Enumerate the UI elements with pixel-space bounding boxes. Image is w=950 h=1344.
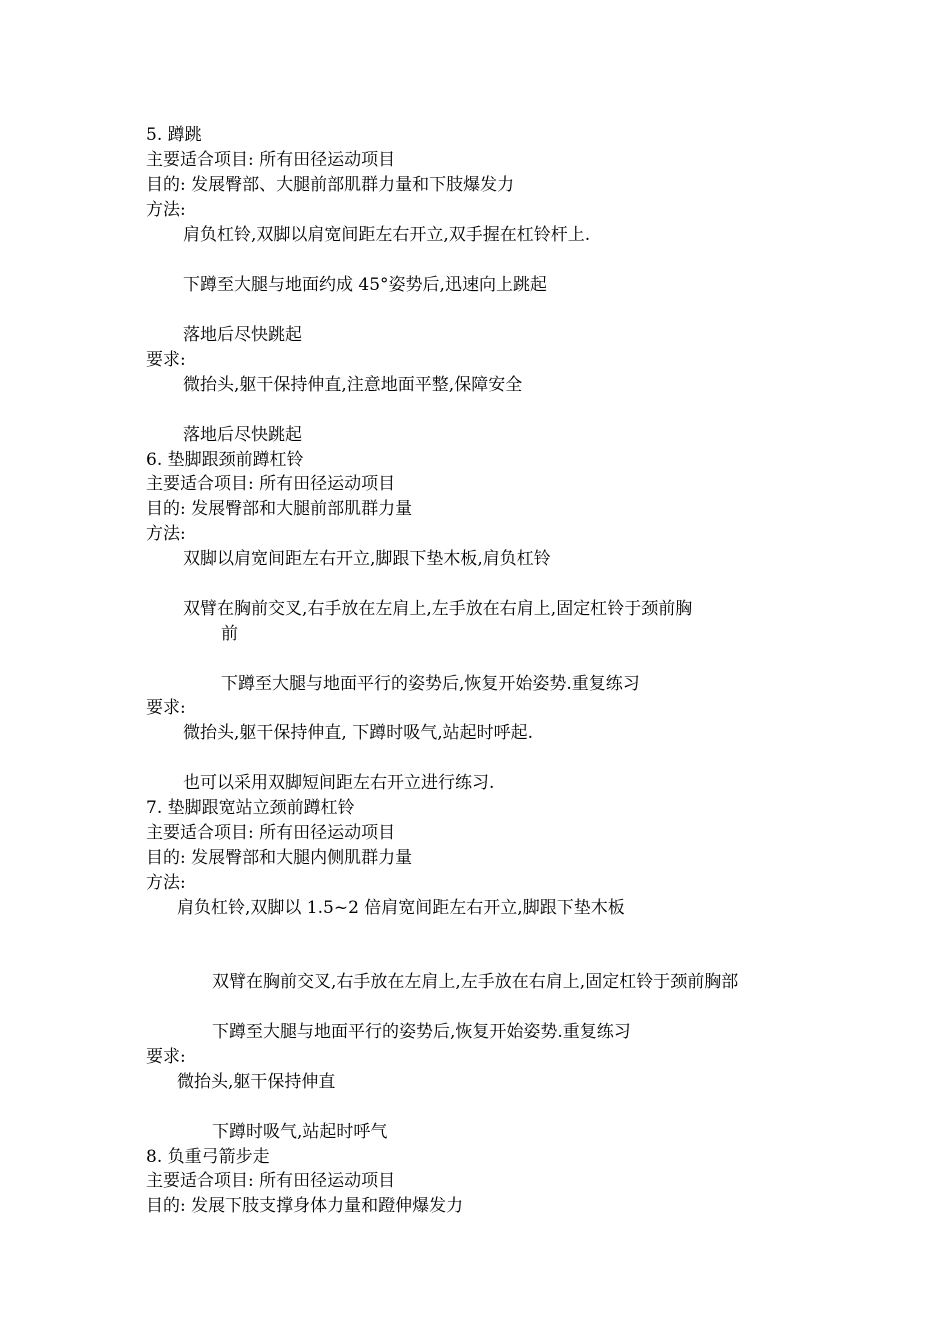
- section-project: 主要适合项目: 所有田径运动项目: [146, 474, 396, 494]
- method-step: 下蹲至大腿与地面约成 45°姿势后,迅速向上跳起: [183, 275, 547, 295]
- section-project: 主要适合项目: 所有田径运动项目: [146, 823, 396, 843]
- requirement-item: 落地后尽快跳起: [183, 425, 302, 445]
- method-step: 双臂在胸前交叉,右手放在左肩上,左手放在右肩上,固定杠铃于颈前胸部: [212, 972, 739, 992]
- section-title: 7. 垫脚跟宽站立颈前蹲杠铃: [146, 798, 355, 818]
- section-purpose: 目的: 发展下肢支撑身体力量和蹬伸爆发力: [146, 1196, 464, 1216]
- requirement-item: 也可以采用双脚短间距左右开立进行练习.: [183, 773, 495, 793]
- method-step-continuation: 前: [221, 624, 238, 644]
- section-title: 6. 垫脚跟颈前蹲杠铃: [146, 450, 304, 470]
- method-step: 双臂在胸前交叉,右手放在左肩上,左手放在右肩上,固定杠铃于颈前胸: [183, 599, 693, 619]
- requirement-item: 微抬头,躯干保持伸直: [177, 1072, 336, 1092]
- section-purpose: 目的: 发展臀部、大腿前部肌群力量和下肢爆发力: [146, 175, 515, 195]
- method-label: 方法:: [146, 873, 186, 893]
- method-label: 方法:: [146, 200, 186, 220]
- method-step: 下蹲至大腿与地面平行的姿势后,恢复开始姿势.重复练习: [221, 674, 640, 694]
- section-purpose: 目的: 发展臀部和大腿前部肌群力量: [146, 499, 413, 519]
- section-project: 主要适合项目: 所有田径运动项目: [146, 1171, 396, 1191]
- requirement-item: 下蹲时吸气,站起时呼气: [212, 1122, 388, 1142]
- method-step: 下蹲至大腿与地面平行的姿势后,恢复开始姿势.重复练习: [212, 1022, 631, 1042]
- method-step: 肩负杠铃,双脚以 1.5~2 倍肩宽间距左右开立,脚跟下垫木板: [177, 898, 625, 918]
- method-label: 方法:: [146, 524, 186, 544]
- method-step: 肩负杠铃,双脚以肩宽间距左右开立,双手握在杠铃杆上.: [183, 225, 591, 245]
- method-step: 双脚以肩宽间距左右开立,脚跟下垫木板,肩负杠铃: [183, 549, 551, 569]
- method-step: 落地后尽快跳起: [183, 325, 302, 345]
- requirement-item: 微抬头,躯干保持伸直,注意地面平整,保障安全: [183, 375, 523, 395]
- section-title: 8. 负重弓箭步走: [146, 1147, 270, 1167]
- requirements-label: 要求:: [146, 350, 186, 370]
- section-title: 5. 蹲跳: [146, 125, 202, 145]
- section-purpose: 目的: 发展臀部和大腿内侧肌群力量: [146, 848, 413, 868]
- section-project: 主要适合项目: 所有田径运动项目: [146, 150, 396, 170]
- requirements-label: 要求:: [146, 698, 186, 718]
- requirements-label: 要求:: [146, 1047, 186, 1067]
- requirement-item: 微抬头,躯干保持伸直, 下蹲时吸气,站起时呼起.: [183, 723, 534, 743]
